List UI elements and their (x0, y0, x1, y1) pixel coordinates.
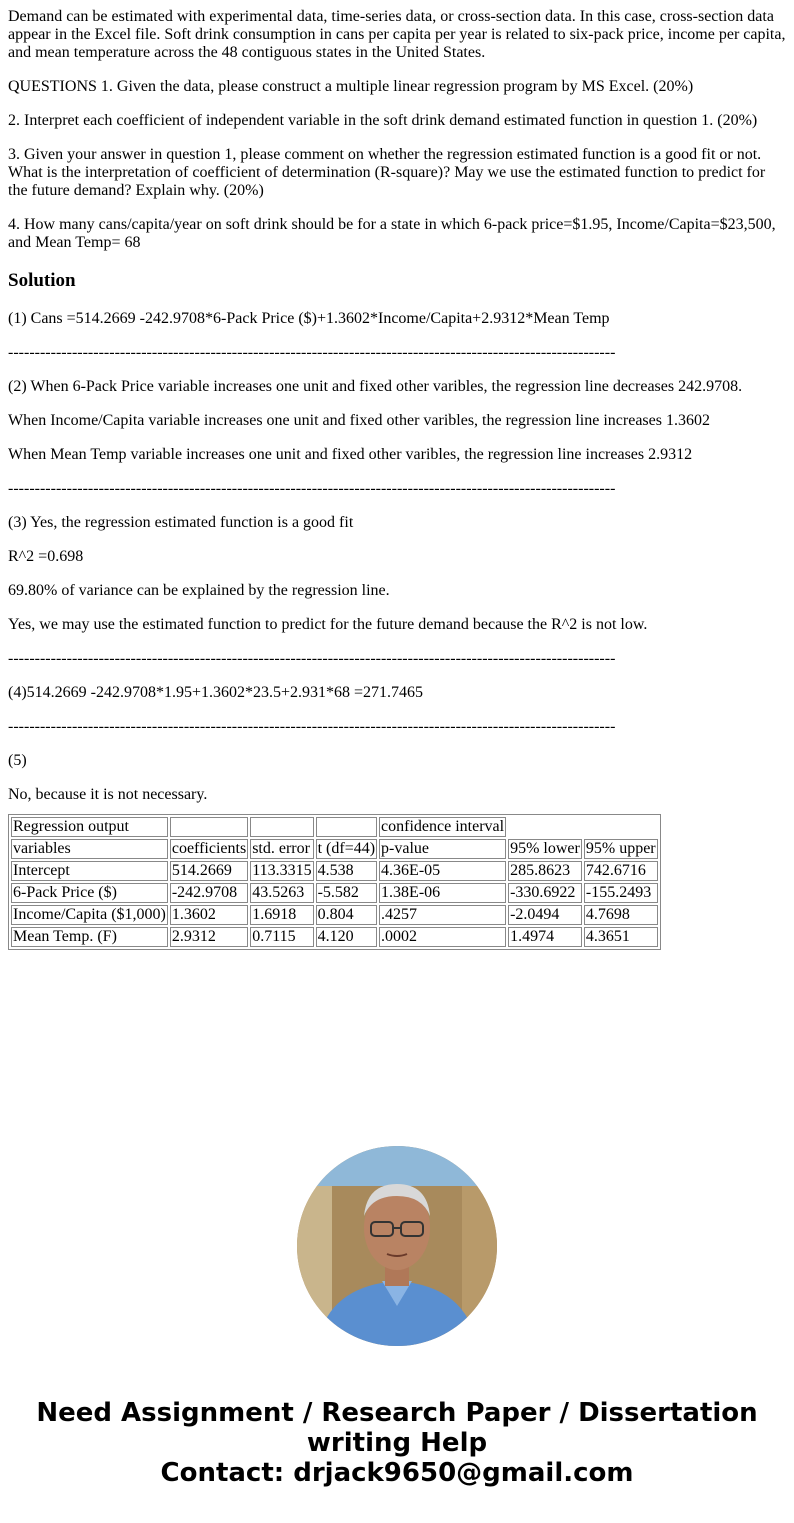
intro-text: Demand can be estimated with experimental data, time-series data, or cross-section data. In this case, cross-section data appear in the Excel file. Soft drink consumption in cans per capita per year is related to six-pack price, income per capita, and mean temperature across the 48 contiguous states in the United States. (8, 8, 786, 61)
table-cell: 4.3651 (584, 927, 658, 947)
table-cell: coefficients (171, 840, 247, 857)
table-cell: 1.4974 (508, 927, 582, 947)
table-cell: 1.3602 (170, 905, 248, 925)
promo-contact: Contact: drjack9650@gmail.com (160, 1458, 634, 1488)
table-cell: .0002 (379, 927, 506, 947)
promo-headline: Need Assignment / Research Paper / Dissertation writing Help (36, 1398, 758, 1458)
table-cell: std. error (250, 839, 313, 859)
table-cell: -155.2493 (584, 883, 658, 903)
table-cell: -330.6922 (508, 883, 582, 903)
table-cell: 1.6918 (250, 905, 313, 925)
empty-cell (170, 817, 248, 837)
table-cell: -2.0494 (508, 905, 582, 925)
table-cell: Mean Temp. (F) (11, 927, 168, 947)
table-row (11, 883, 658, 903)
question-2: 2. Interpret each coefficient of independent variable in the soft drink demand estimated function in question 1. (20%) (8, 112, 758, 129)
table-cell: 113.3315 (252, 862, 312, 879)
table-cell: 4.120 (316, 927, 377, 947)
prediction-comment: Yes, we may use the estimated function to predict for the future demand because the R^2 is not low. (8, 616, 648, 633)
table-cell: 514.2669 (170, 861, 248, 881)
table-title-row (11, 817, 658, 837)
table-cell: t (df=44) (317, 840, 376, 857)
table-cell: 285.8623 (508, 861, 582, 881)
empty-cell (250, 817, 313, 837)
table-cell: 2.9312 (170, 927, 248, 947)
table-cell: 742.6716 (584, 861, 658, 881)
solution-heading: Solution (8, 270, 76, 291)
table-cell: 4.538 (316, 861, 377, 881)
answer-2-income: When Income/Capita variable increases one unit and fixed other varibles, the regression line increases 1.3602 (8, 412, 710, 429)
promo-banner (8, 1398, 786, 1488)
regression-table (8, 814, 661, 950)
answer-3: (3) Yes, the regression estimated function is a good fit (8, 514, 354, 531)
table-cell: -242.9708 (170, 883, 248, 903)
separator: ------------------------------------------------------------------------------------------------------------------ (8, 650, 616, 667)
table-cell: p-value (379, 839, 506, 859)
table-row (11, 927, 658, 947)
table-cell: -5.582 (316, 883, 377, 903)
table-cell: 43.5263 (250, 883, 313, 903)
table-cell: 1.38E-06 (379, 883, 506, 903)
variance-explained: 69.80% of variance can be explained by the regression line. (8, 582, 390, 599)
confidence-interval-label: confidence interval (381, 818, 505, 835)
question-4: 4. How many cans/capita/year on soft drink should be for a state in which 6-pack price=$1.95, Income/Capita=$23,500, and Mean Temp= 68 (8, 216, 776, 251)
table-title: Regression output (11, 817, 168, 837)
table-row (11, 861, 658, 881)
table-cell: 95% lower (510, 840, 580, 857)
empty-cell (316, 817, 377, 837)
author-photo (297, 1146, 497, 1346)
table-cell: 4.36E-05 (379, 861, 506, 881)
answer-4: (4)514.2669 -242.9708*1.95+1.3602*23.5+2.931*68 =271.7465 (8, 684, 424, 701)
table-header-row (11, 839, 658, 859)
separator: ------------------------------------------------------------------------------------------------------------------ (8, 480, 616, 497)
table-row (11, 905, 658, 925)
table-cell: 6-Pack Price ($) (11, 883, 168, 903)
table-cell: 95% upper (585, 840, 656, 857)
table-cell: Income/Capita ($1,000) (13, 906, 166, 923)
table-cell: 0.804 (316, 905, 377, 925)
answer-5: No, because it is not necessary. (8, 786, 208, 803)
question-1: QUESTIONS 1. Given the data, please construct a multiple linear regression program by MS Excel. (20%) (8, 78, 694, 95)
answer-2: (2) When 6-Pack Price variable increases one unit and fixed other varibles, the regression line decreases 242.9708. (8, 378, 743, 395)
question-3: 3. Given your answer in question 1, please comment on whether the regression estimated function is a good fit or not. What is the interpretation of coefficient of determination (R-square)? May we use the estimated function to predict for the future demand? Explain why. (20%) (8, 146, 766, 199)
table-cell: variables (11, 839, 168, 859)
table-cell: 4.7698 (584, 905, 658, 925)
answer-5-label: (5) (8, 752, 27, 769)
r-squared: R^2 =0.698 (8, 548, 84, 565)
table-cell: .4257 (379, 905, 506, 925)
table-cell: Intercept (11, 861, 168, 881)
separator: ------------------------------------------------------------------------------------------------------------------ (8, 718, 616, 735)
separator: ------------------------------------------------------------------------------------------------------------------ (8, 344, 616, 361)
answer-2-temp: When Mean Temp variable increases one unit and fixed other varibles, the regression line increases 2.9312 (8, 446, 693, 463)
table-cell: 0.7115 (250, 927, 313, 947)
answer-1: (1) Cans =514.2669 -242.9708*6-Pack Price ($)+1.3602*Income/Capita+2.9312*Mean Temp (8, 310, 610, 327)
